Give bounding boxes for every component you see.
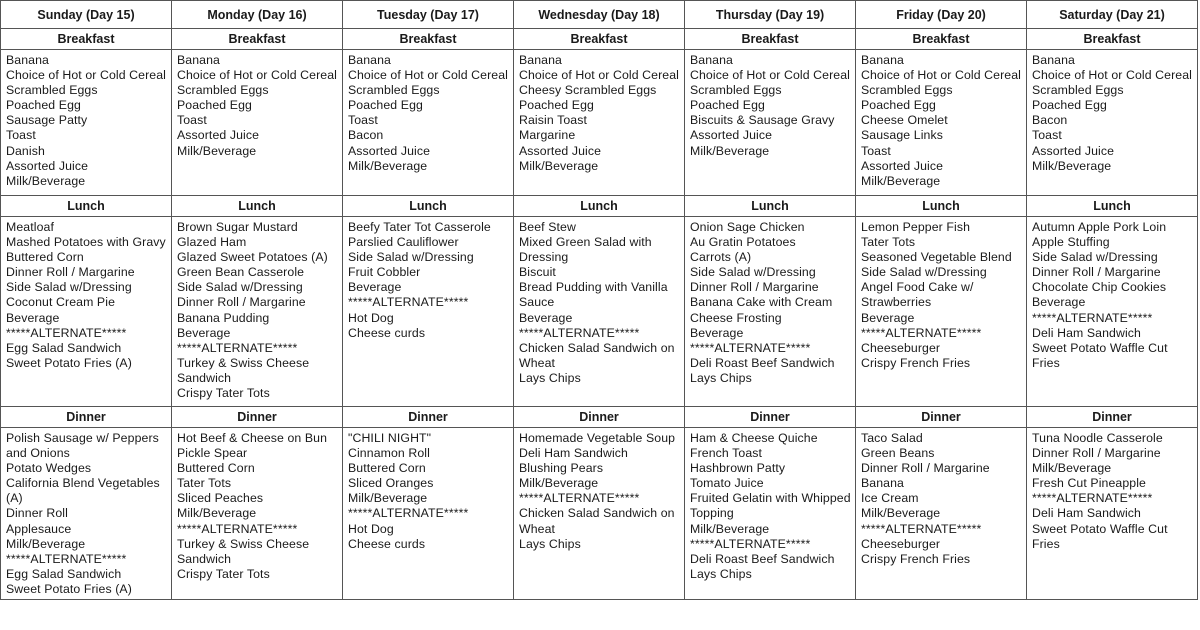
menu-item: Side Salad w/Dressing (1032, 250, 1158, 265)
menu-item: Ham & Cheese Quiche (690, 431, 818, 445)
menu-item: Assorted Juice (6, 158, 89, 173)
menu-item: Biscuit (519, 265, 556, 280)
breakfast-items-cell (1027, 50, 1198, 196)
breakfast-items-row (1, 50, 1198, 196)
menu-item: *****ALTERNATE***** (519, 491, 640, 506)
breakfast-header: Breakfast (856, 29, 1027, 50)
menu-item: Choice of Hot or Cold Cereal (6, 68, 166, 83)
menu-item: Buttered Corn (177, 461, 255, 476)
lunch-items-cell (514, 217, 685, 407)
menu-item: Poached Egg (1032, 98, 1107, 113)
day-header: Friday (Day 20) (856, 1, 1027, 29)
menu-item: Coconut Cream Pie (6, 295, 116, 310)
menu-item: Dinner Roll (6, 506, 68, 521)
breakfast-header: Breakfast (343, 29, 514, 50)
menu-item: Side Salad w/Dressing (348, 250, 474, 265)
menu-item: Bacon (1032, 113, 1068, 128)
menu-item: Beef Stew (519, 220, 576, 234)
menu-item: Cheese Omelet (861, 113, 948, 128)
day-header: Saturday (Day 21) (1027, 1, 1198, 29)
day-header: Sunday (Day 15) (1, 1, 172, 29)
day-header: Monday (Day 16) (172, 1, 343, 29)
menu-item: Beefy Tater Tot Casserole (348, 220, 491, 234)
menu-item: Scrambled Eggs (690, 83, 782, 98)
menu-item: *****ALTERNATE***** (348, 506, 469, 521)
menu-item: Milk/Beverage (519, 158, 599, 173)
menu-item: *****ALTERNATE***** (861, 521, 982, 536)
menu-item: Toast (6, 128, 36, 143)
menu-item: Banana (690, 53, 733, 67)
menu-item: *****ALTERNATE***** (177, 521, 298, 536)
menu-item: Fruit Cobbler (348, 265, 421, 280)
menu-item: Choice of Hot or Cold Cereal (690, 68, 850, 83)
menu-item: Poached Egg (690, 98, 765, 113)
dinner-header: Dinner (1, 407, 172, 428)
menu-item: Dinner Roll / Margarine (1032, 446, 1161, 461)
dinner-header: Dinner (1027, 407, 1198, 428)
menu-item: Assorted Juice (861, 158, 944, 173)
menu-item: Scrambled Eggs (1032, 83, 1124, 98)
menu-item: Choice of Hot or Cold Cereal (177, 68, 337, 83)
menu-item: Buttered Corn (348, 461, 426, 476)
menu-item: Tuna Noodle Casserole (1032, 431, 1163, 445)
menu-item: Side Salad w/Dressing (861, 265, 987, 280)
menu-item: Lemon Pepper Fish (861, 220, 971, 234)
menu-item: Banana Cake with Cream Cheese Frosting (690, 295, 833, 325)
menu-item: Sweet Potato Fries (A) (6, 581, 132, 596)
menu-item: Beverage (1032, 295, 1086, 310)
menu-item: Choice of Hot or Cold Cereal (519, 68, 679, 83)
menu-item: Blushing Pears (519, 461, 604, 476)
menu-item: Applesauce (6, 521, 72, 536)
dinner-header: Dinner (343, 407, 514, 428)
lunch-items-cell (856, 217, 1027, 407)
menu-item: Milk/Beverage (177, 143, 257, 158)
menu-item: Sliced Peaches (177, 491, 264, 506)
menu-item: California Blend Vegetables (A) (6, 476, 160, 506)
menu-item: Meatloaf (6, 220, 54, 234)
dinner-items-cell (685, 428, 856, 600)
menu-item: Crispy French Fries (861, 551, 971, 566)
menu-item: Cheesy Scrambled Eggs (519, 83, 657, 98)
menu-item: Beverage (6, 310, 60, 325)
dinner-items-cell (856, 428, 1027, 600)
lunch-items-cell (1027, 217, 1198, 407)
menu-item: Mixed Green Salad with Dressing (519, 235, 652, 265)
dinner-header: Dinner (514, 407, 685, 428)
menu-item: Lays Chips (519, 536, 581, 551)
day-header-row (1, 1, 1198, 29)
breakfast-items-cell (172, 50, 343, 196)
menu-item: Chicken Salad Sandwich on Wheat (519, 506, 675, 536)
lunch-header: Lunch (514, 196, 685, 217)
menu-item: Choice of Hot or Cold Cereal (1032, 68, 1192, 83)
menu-item: Banana (1032, 53, 1075, 67)
menu-item: Milk/Beverage (177, 506, 257, 521)
menu-item: Scrambled Eggs (6, 83, 98, 98)
menu-item: Assorted Juice (1032, 143, 1115, 158)
lunch-items-row (1, 217, 1198, 407)
menu-item: Hot Beef & Cheese on Bun (177, 431, 328, 445)
menu-item: Cheese curds (348, 325, 426, 340)
menu-item: Milk/Beverage (519, 476, 599, 491)
menu-item: Buttered Corn (6, 250, 84, 265)
menu-item: Poached Egg (348, 98, 423, 113)
menu-item: Apple Stuffing (1032, 235, 1110, 250)
menu-item: Assorted Juice (177, 128, 260, 143)
menu-item: Milk/Beverage (6, 173, 86, 188)
menu-item: Cheese curds (348, 536, 426, 551)
breakfast-header: Breakfast (1, 29, 172, 50)
menu-item: Parslied Cauliflower (348, 235, 459, 250)
breakfast-header: Breakfast (685, 29, 856, 50)
menu-item: Banana (348, 53, 391, 67)
menu-item: Cheeseburger (861, 340, 941, 355)
menu-item: Tomato Juice (690, 476, 764, 491)
menu-item: Egg Salad Sandwich (6, 566, 122, 581)
menu-item: Scrambled Eggs (861, 83, 953, 98)
menu-item: Egg Salad Sandwich (6, 340, 122, 355)
menu-item: *****ALTERNATE***** (690, 340, 811, 355)
lunch-header: Lunch (685, 196, 856, 217)
menu-item: Hashbrown Patty (690, 461, 786, 476)
menu-item: Green Beans (861, 446, 935, 461)
menu-item: Toast (348, 113, 378, 128)
menu-item: Dinner Roll / Margarine (6, 265, 135, 280)
menu-item: Chocolate Chip Cookies (1032, 280, 1167, 295)
menu-item: Angel Food Cake w/ Strawberries (861, 280, 974, 310)
menu-item: Biscuits & Sausage Gravy (690, 113, 835, 128)
menu-item: Cheeseburger (861, 536, 941, 551)
menu-item: Milk/Beverage (348, 491, 428, 506)
menu-item: *****ALTERNATE***** (690, 536, 811, 551)
menu-item: Dinner Roll / Margarine (177, 295, 306, 310)
menu-item: Raisin Toast (519, 113, 587, 128)
menu-item: Beverage (348, 280, 402, 295)
menu-item: Turkey & Swiss Cheese Sandwich (177, 355, 310, 385)
menu-item: Deli Ham Sandwich (1032, 506, 1141, 521)
breakfast-items-cell (856, 50, 1027, 196)
menu-item: *****ALTERNATE***** (1032, 310, 1153, 325)
day-header: Tuesday (Day 17) (343, 1, 514, 29)
menu-item: *****ALTERNATE***** (519, 325, 640, 340)
breakfast-items-cell (685, 50, 856, 196)
menu-item: Glazed Sweet Potatoes (A) (177, 250, 328, 265)
menu-item: Milk/Beverage (348, 158, 428, 173)
menu-item: Poached Egg (861, 98, 936, 113)
menu-item: Choice of Hot or Cold Cereal (861, 68, 1021, 83)
menu-item: Assorted Juice (690, 128, 773, 143)
lunch-header-row (1, 196, 1198, 217)
menu-item: Toast (861, 143, 891, 158)
menu-item: Tater Tots (861, 235, 916, 250)
breakfast-header: Breakfast (172, 29, 343, 50)
dinner-items-row (1, 428, 1198, 600)
menu-item: Seasoned Vegetable Blend (861, 250, 1012, 265)
menu-item: Taco Salad (861, 431, 923, 445)
menu-item: Margarine (519, 128, 576, 143)
menu-item: Tater Tots (177, 476, 232, 491)
lunch-header: Lunch (1, 196, 172, 217)
menu-item: Banana (861, 53, 904, 67)
day-header: Wednesday (Day 18) (514, 1, 685, 29)
menu-item: Milk/Beverage (861, 173, 941, 188)
menu-item: Banana (519, 53, 562, 67)
menu-item: Poached Egg (519, 98, 594, 113)
day-header: Thursday (Day 19) (685, 1, 856, 29)
menu-item: Milk/Beverage (690, 143, 770, 158)
dinner-items-cell (172, 428, 343, 600)
menu-item: Side Salad w/Dressing (177, 280, 303, 295)
menu-item: Potato Wedges (6, 461, 92, 476)
lunch-items-cell (343, 217, 514, 407)
menu-item: Crispy French Fries (861, 355, 971, 370)
breakfast-items-cell (514, 50, 685, 196)
lunch-header: Lunch (343, 196, 514, 217)
menu-item: Beverage (690, 325, 744, 340)
breakfast-header-row (1, 29, 1198, 50)
menu-item: Beverage (177, 325, 231, 340)
breakfast-header: Breakfast (1027, 29, 1198, 50)
menu-item: French Toast (690, 446, 763, 461)
menu-item: Crispy Tater Tots (177, 386, 270, 401)
menu-item: Cinnamon Roll (348, 446, 430, 461)
menu-item: Bacon (348, 128, 384, 143)
menu-item: Banana (861, 476, 904, 491)
menu-item: Au Gratin Potatoes (690, 235, 796, 250)
menu-item: Milk/Beverage (1032, 158, 1112, 173)
menu-item: Milk/Beverage (690, 521, 770, 536)
menu-item: Mashed Potatoes with Gravy (6, 235, 166, 250)
menu-item: Deli Ham Sandwich (519, 446, 628, 461)
menu-item: *****ALTERNATE***** (861, 325, 982, 340)
dinner-header: Dinner (856, 407, 1027, 428)
lunch-items-cell (1, 217, 172, 407)
menu-item: Sweet Potato Waffle Cut Fries (1032, 340, 1168, 370)
menu-item: Milk/Beverage (1032, 461, 1112, 476)
dinner-items-cell (1027, 428, 1198, 600)
menu-item: Assorted Juice (519, 143, 602, 158)
menu-item: Hot Dog (348, 521, 394, 536)
menu-item: Polish Sausage w/ Peppers and Onions (6, 431, 159, 461)
menu-item: Green Bean Casserole (177, 265, 305, 280)
dinner-header: Dinner (685, 407, 856, 428)
menu-item: Lays Chips (690, 370, 752, 385)
lunch-header: Lunch (1027, 196, 1198, 217)
menu-item: Carrots (A) (690, 250, 752, 265)
dinner-items-cell (1, 428, 172, 600)
lunch-items-cell (172, 217, 343, 407)
breakfast-items-cell (343, 50, 514, 196)
dinner-header: Dinner (172, 407, 343, 428)
menu-item: Assorted Juice (348, 143, 431, 158)
menu-item: Banana (177, 53, 220, 67)
dinner-items-cell (343, 428, 514, 600)
menu-item: *****ALTERNATE***** (6, 325, 127, 340)
menu-item: Hot Dog (348, 310, 394, 325)
lunch-header: Lunch (172, 196, 343, 217)
menu-item: Turkey & Swiss Cheese Sandwich (177, 536, 310, 566)
menu-item: Crispy Tater Tots (177, 566, 270, 581)
menu-item: "CHILI NIGHT" (348, 431, 432, 445)
menu-item: Toast (177, 113, 207, 128)
menu-item: Beverage (519, 310, 573, 325)
menu-item: Autumn Apple Pork Loin (1032, 220, 1167, 234)
menu-item: Fresh Cut Pineapple (1032, 476, 1147, 491)
menu-item: *****ALTERNATE***** (1032, 491, 1153, 506)
menu-item: Sweet Potato Fries (A) (6, 355, 132, 370)
menu-item: Deli Roast Beef Sandwich (690, 355, 835, 370)
menu-item: Deli Ham Sandwich (1032, 325, 1141, 340)
menu-item: Sliced Oranges (348, 476, 434, 491)
menu-item: Dinner Roll / Margarine (690, 280, 819, 295)
menu-item: Side Salad w/Dressing (690, 265, 816, 280)
menu-item: *****ALTERNATE***** (348, 295, 469, 310)
menu-item: Danish (6, 143, 45, 158)
menu-item: Sausage Links (861, 128, 943, 143)
menu-item: Scrambled Eggs (348, 83, 440, 98)
menu-item: Brown Sugar Mustard (177, 220, 298, 234)
menu-item: *****ALTERNATE***** (6, 551, 127, 566)
lunch-items-cell (685, 217, 856, 407)
menu-item: Fruited Gelatin with Whipped Topping (690, 491, 851, 521)
menu-item: *****ALTERNATE***** (177, 340, 298, 355)
breakfast-items-cell (1, 50, 172, 196)
menu-item: Ice Cream (861, 491, 919, 506)
menu-item: Sweet Potato Waffle Cut Fries (1032, 521, 1168, 551)
menu-item: Banana Pudding (177, 310, 270, 325)
menu-item: Poached Egg (6, 98, 81, 113)
menu-item: Choice of Hot or Cold Cereal (348, 68, 508, 83)
dinner-items-cell (514, 428, 685, 600)
dinner-header-row (1, 407, 1198, 428)
menu-item: Toast (1032, 128, 1062, 143)
menu-item: Pickle Spear (177, 446, 248, 461)
menu-item: Lays Chips (690, 566, 752, 581)
menu-item: Milk/Beverage (6, 536, 86, 551)
menu-item: Dinner Roll / Margarine (1032, 265, 1161, 280)
menu-item: Side Salad w/Dressing (6, 280, 132, 295)
menu-item: Sausage Patty (6, 113, 88, 128)
menu-item: Glazed Ham (177, 235, 247, 250)
menu-item: Beverage (861, 310, 915, 325)
menu-item: Chicken Salad Sandwich on Wheat (519, 340, 675, 370)
menu-item: Scrambled Eggs (177, 83, 269, 98)
menu-item: Banana (6, 53, 49, 67)
menu-item: Poached Egg (177, 98, 252, 113)
menu-item: Dinner Roll / Margarine (861, 461, 990, 476)
menu-item: Lays Chips (519, 370, 581, 385)
lunch-header: Lunch (856, 196, 1027, 217)
menu-item: Bread Pudding with Vanilla Sauce (519, 280, 668, 310)
breakfast-header: Breakfast (514, 29, 685, 50)
menu-item: Milk/Beverage (861, 506, 941, 521)
menu-item: Homemade Vegetable Soup (519, 431, 676, 445)
menu-item: Onion Sage Chicken (690, 220, 805, 234)
menu-item: Deli Roast Beef Sandwich (690, 551, 835, 566)
